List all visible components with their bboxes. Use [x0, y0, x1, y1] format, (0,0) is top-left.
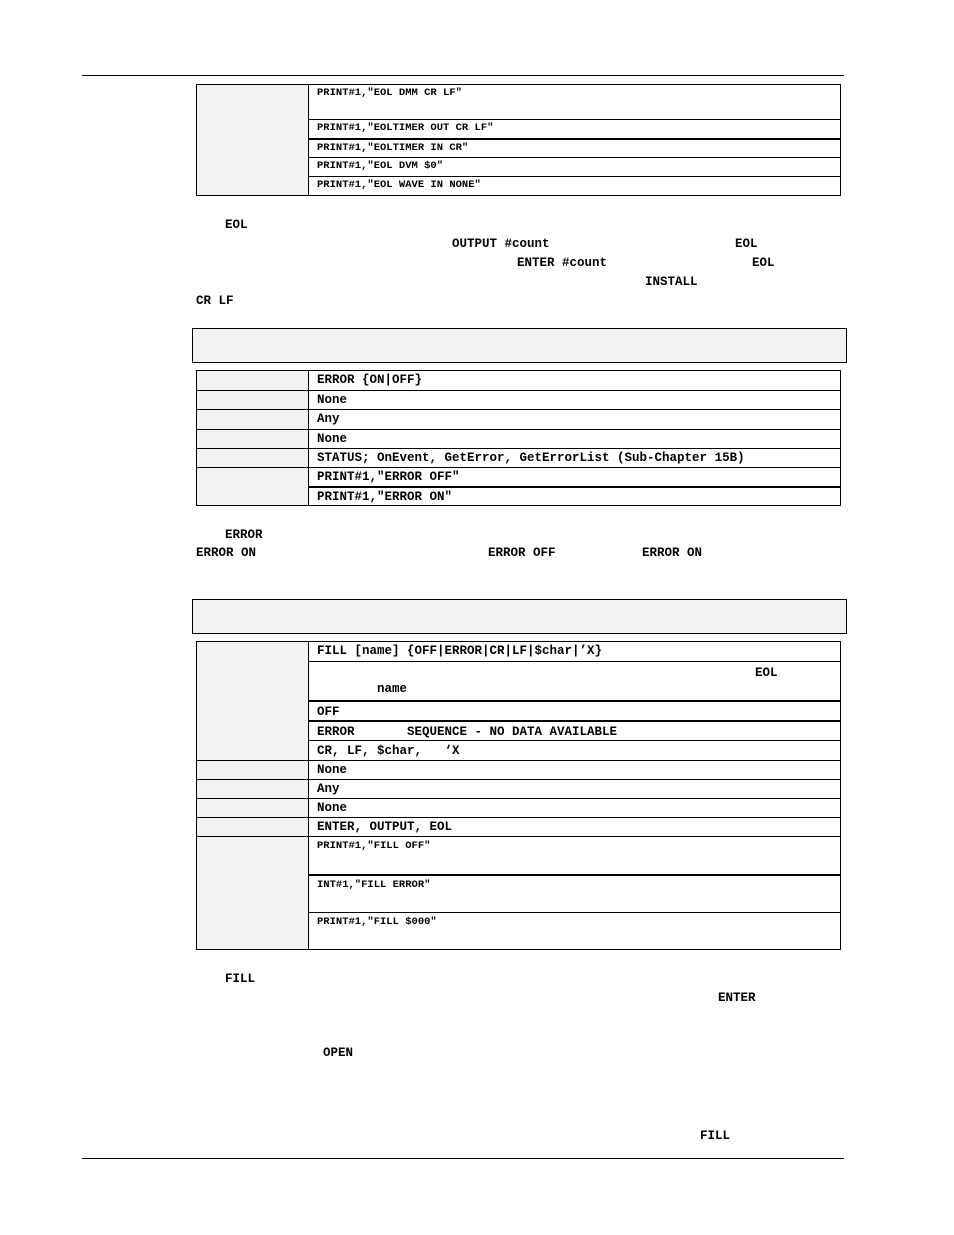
fill-text-keyword: FILL [225, 972, 256, 986]
error-text-keyword: ERROR ON [642, 546, 703, 560]
eol-text-keyword: EOL [225, 218, 248, 232]
error-syntax-row [197, 371, 840, 390]
examples-label-cell [197, 468, 309, 505]
error-response-row [197, 390, 840, 409]
see-also-label-cell [197, 449, 309, 467]
eol-example-2: PRINT#1,"EOLTIMER OUT CR LF" [309, 119, 840, 138]
eol-text-keyword: EOL [735, 237, 758, 251]
eol-text-keyword: INSTALL [645, 275, 698, 289]
fill-syntax-off: OFF [309, 700, 840, 720]
fill-syntax-line: FILL [name] {OFF|ERROR|CR|LF|$char|’X} [317, 644, 603, 658]
error-device-type-row [197, 409, 840, 429]
bus-states-label-cell [197, 799, 309, 817]
error-see-also-row [197, 448, 840, 467]
fill-bus-states-row [197, 798, 840, 817]
fill-see-also-row [197, 817, 840, 836]
fill-syntax-name-cell [309, 661, 840, 700]
fill-examples-row [197, 836, 840, 949]
error-bus-states: None [317, 432, 348, 446]
header-rule [82, 75, 844, 76]
footer-rule [82, 1158, 844, 1159]
error-text-keyword: ERROR [225, 528, 263, 542]
fill-section-header [192, 599, 847, 634]
error-see-also: STATUS; OnEvent, GetError, GetErrorList (Sub-Chapter 15B) [317, 451, 745, 465]
fill-text-keyword: ENTER [718, 991, 756, 1005]
error-bus-states-row [197, 429, 840, 448]
error-text-keyword: ERROR OFF [488, 546, 556, 560]
response-label-cell [197, 761, 309, 779]
error-example-1: PRINT#1,"ERROR OFF" [317, 470, 460, 484]
fill-device-type-row [197, 779, 840, 798]
error-section-header [192, 328, 847, 363]
fill-syntax-chars: CR, LF, $char, ‘X [309, 740, 840, 760]
fill-example-1: PRINT#1,"FILL OFF" [317, 840, 431, 852]
device-type-label-cell [197, 780, 309, 798]
fill-syntax-row [197, 642, 840, 760]
error-device-type: Any [317, 412, 340, 426]
fill-example-3: PRINT#1,"FILL $000" [309, 912, 840, 949]
device-type-label-cell [197, 410, 309, 429]
fill-device-type: Any [317, 782, 340, 796]
fill-response-row [197, 760, 840, 779]
fill-syntax-name: name [377, 682, 408, 696]
fill-syntax-error: ERROR SEQUENCE - NO DATA AVAILABLE [309, 720, 840, 740]
eol-text-keyword: ENTER #count [517, 256, 608, 270]
eol-text-keyword: OUTPUT #count [452, 237, 550, 251]
fill-response: None [317, 763, 348, 777]
eol-examples-cells [309, 85, 840, 195]
response-label-cell [197, 391, 309, 409]
eol-text-keyword: CR LF [196, 294, 234, 308]
fill-see-also: ENTER, OUTPUT, EOL [317, 820, 453, 834]
error-command-table [196, 370, 841, 506]
syntax-label-cell [197, 642, 309, 760]
see-also-label-cell [197, 818, 309, 836]
eol-example-1: PRINT#1,"EOL DMM CR LF" [317, 87, 462, 99]
fill-syntax-name-eol: EOL [755, 666, 778, 680]
error-syntax: ERROR {ON|OFF} [317, 373, 423, 387]
fill-text-keyword: FILL [700, 1129, 731, 1143]
syntax-label-cell [197, 371, 309, 390]
eol-example-4: PRINT#1,"EOL DVM $0" [309, 157, 840, 176]
fill-command-table [196, 641, 841, 950]
examples-label-cell [197, 85, 309, 195]
examples-label-cell [197, 837, 309, 949]
eol-example-3: PRINT#1,"EOLTIMER IN CR" [309, 138, 840, 157]
eol-examples-row [197, 85, 840, 195]
eol-examples-table [196, 84, 841, 196]
fill-example-2: INT#1,"FILL ERROR" [309, 874, 840, 912]
fill-text-keyword: OPEN [323, 1046, 354, 1060]
error-examples-row [197, 467, 840, 505]
error-text-keyword: ERROR ON [196, 546, 257, 560]
bus-states-label-cell [197, 430, 309, 448]
fill-bus-states: None [317, 801, 348, 815]
error-response: None [317, 393, 348, 407]
error-example-2: PRINT#1,"ERROR ON" [309, 486, 840, 505]
eol-text-keyword: EOL [752, 256, 775, 270]
eol-example-5: PRINT#1,"EOL WAVE IN NONE" [309, 176, 840, 195]
